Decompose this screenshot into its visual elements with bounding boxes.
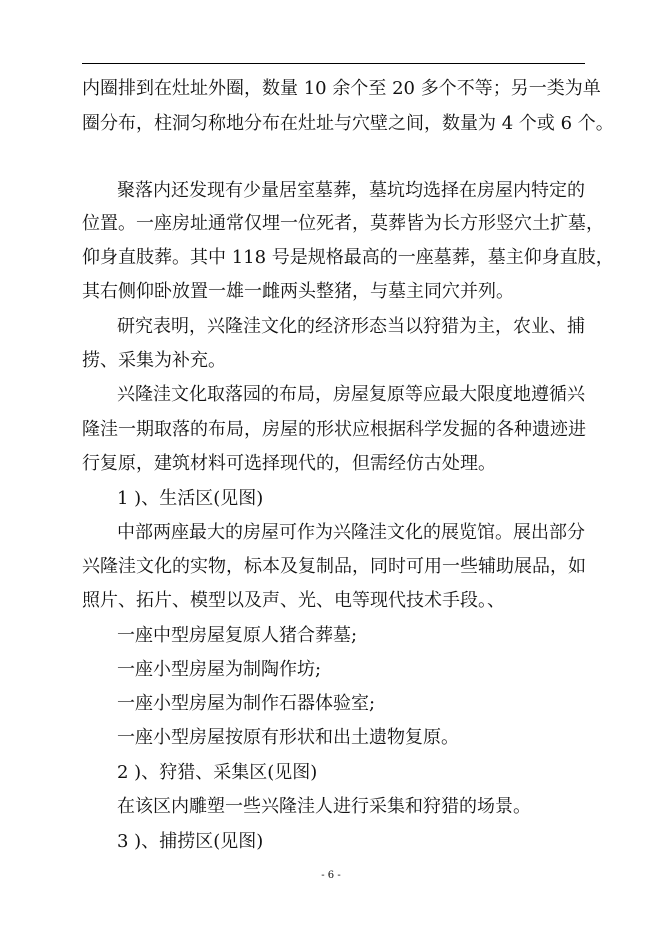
header-rule	[82, 63, 585, 64]
paragraph-line: 内圈排到在灶址外圈，数量 10 余个至 20 多个不等；另一类为单	[82, 78, 601, 99]
list-item: 一座小型房屋为制作石器体验室;	[117, 693, 376, 714]
paragraph-line: 中部两座最大的房屋可作为兴隆洼文化的展览馆。展出部分	[117, 522, 585, 543]
list-item: 一座中型房屋复原人猪合葬墓;	[117, 625, 358, 646]
section-heading: 1 )、生活区(见图)	[117, 488, 264, 509]
paragraph-line: 隆洼一期取落的布局，房屋的形状应根据科学发掘的各种遗迹进	[82, 419, 586, 440]
paragraph-line: 行复原，建筑材料可选择现代的，但需经仿古处理。	[82, 453, 496, 474]
paragraph-line: 圈分布，柱洞匀称地分布在灶址与穴壁之间，数量为 4 个或 6 个。	[82, 113, 614, 134]
paragraph-line: 照片、拓片、模型以及声、光、电等现代技术手段。、	[82, 590, 505, 611]
paragraph-line: 仰身直肢葬。其中 118 号是规格最高的一座墓葬，墓主仰身直肢，	[82, 247, 614, 268]
list-item: 一座小型房屋按原有形状和出土遗物复原。	[117, 727, 459, 748]
paragraph-line: 位置。一座房址通常仅埋一位死者，莫葬皆为长方形竖穴土扩墓，	[82, 213, 604, 234]
page-number: - 6 -	[321, 870, 341, 881]
paragraph-line: 兴隆洼文化取落园的布局，房屋复原等应最大限度地遵循兴	[117, 384, 585, 405]
section-heading: 3 )、捕捞区(见图)	[117, 831, 264, 852]
paragraph-line: 捞、采集为补充。	[82, 350, 226, 371]
paragraph-line: 研究表明，兴隆洼文化的经济形态当以狩猎为主，农业、捕	[117, 316, 585, 337]
paragraph-line: 在该区内雕塑一些兴隆洼人进行采集和狩猎的场景。	[117, 796, 531, 817]
section-heading: 2 )、狩猎、采集区(见图)	[117, 762, 318, 783]
paragraph-line: 兴隆洼文化的实物，标本及复制品，同时可用一些辅助展品，如	[82, 556, 586, 577]
list-item: 一座小型房屋为制陶作坊;	[117, 659, 322, 680]
paragraph-line: 其右侧仰卧放置一雄一雌两头整猪，与墓主同穴并列。	[82, 281, 514, 302]
paragraph-line: 聚落内还发现有少量居室墓葬，墓坑均选择在房屋内特定的	[117, 180, 585, 201]
